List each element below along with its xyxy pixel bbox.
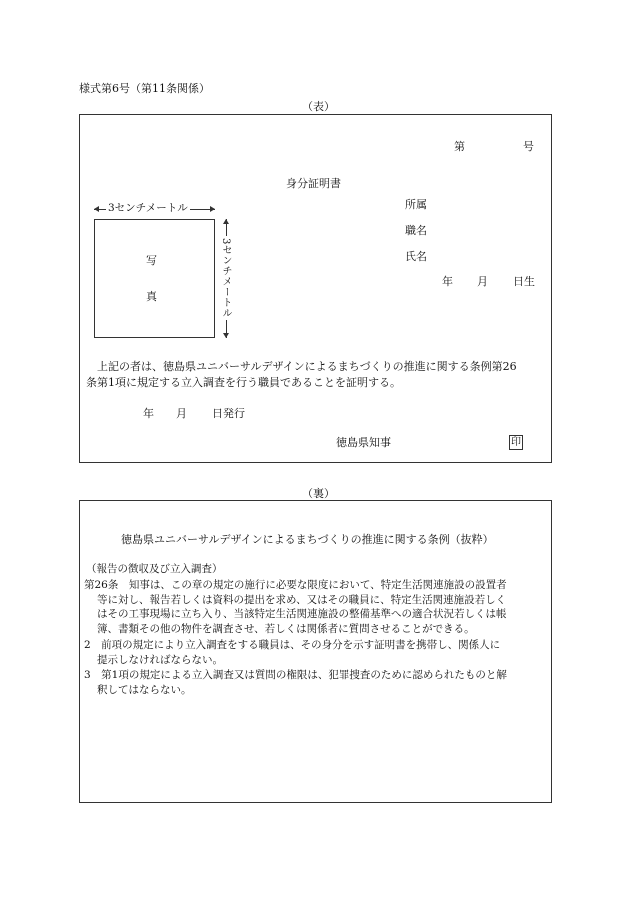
birth-month: 月 [477,275,488,288]
photo-height-arrow-down-icon [223,333,229,338]
section-heading: （報告の徴収及び立入調査） [86,563,223,575]
certificate-title: 身分証明書 [286,177,341,190]
certification-line-2: 条第1項に規定する立入調査を行う職員であることを証明する。 [86,376,401,389]
article-line: 等に対し、報告若しくは資料の提出を求め、又はその職員に、特定生活関連施設若しく [97,594,507,606]
photo-width-arrow-left-icon [94,206,99,212]
article-line: 3 第1項の規定による立入調査又は質問の権限は、犯罪捜査のために認められたものと解 [84,669,507,681]
birth-day: 日生 [513,275,535,288]
issuer: 徳島県知事 [336,436,391,449]
article-line: 2 前項の規定により立入調査をする職員は、その身分を示す証明書を携帯し、関係人に [84,639,501,651]
certification-line-1: 上記の者は、徳島県ユニバーサルデザインによるまちづくりの推進に関する条例第26 [97,360,517,373]
field-position: 職名 [405,224,427,237]
article-line: 第26条 知事は、この章の規定の施行に必要な限度において、特定生活関連施設の設置者 [84,579,507,591]
article-line: 簿、書類その他の物件を調査させ、若しくは関係者に質問させることができる。 [97,623,475,635]
photo-height-arrow-up-icon [223,219,229,224]
form-number: 様式第6号（第11条関係） [79,82,210,95]
issue-day: 日発行 [212,407,245,420]
article-line: 提示しなければならない。 [97,654,223,666]
issue-year: 年 [143,407,154,420]
field-affiliation: 所属 [405,198,427,211]
photo-char-1: 写 [146,254,157,267]
number-go: 号 [523,140,534,153]
birth-year: 年 [442,275,453,288]
back-heading: （裏） [302,487,335,500]
article-line: 釈してはならない。 [97,684,192,696]
photo-width-arrow-right-icon [210,206,215,212]
photo-width-label: 3センチメートル [108,202,188,214]
photo-height-label: 3センチメートル [220,238,231,319]
front-heading: （表） [302,100,335,113]
issue-month: 月 [176,407,187,420]
number-dai: 第 [454,140,465,153]
seal-mark: 印 [511,437,521,448]
field-name: 氏名 [405,250,427,263]
photo-char-2: 真 [146,290,157,303]
photo-box [94,219,215,338]
article-line: はその工事現場に立ち入り、当該特定生活関連施設の整備基準への適合状況若しくは帳 [97,608,507,620]
ordinance-title: 徳島県ユニバーサルデザインによるまちづくりの推進に関する条例（抜粋） [121,533,494,546]
